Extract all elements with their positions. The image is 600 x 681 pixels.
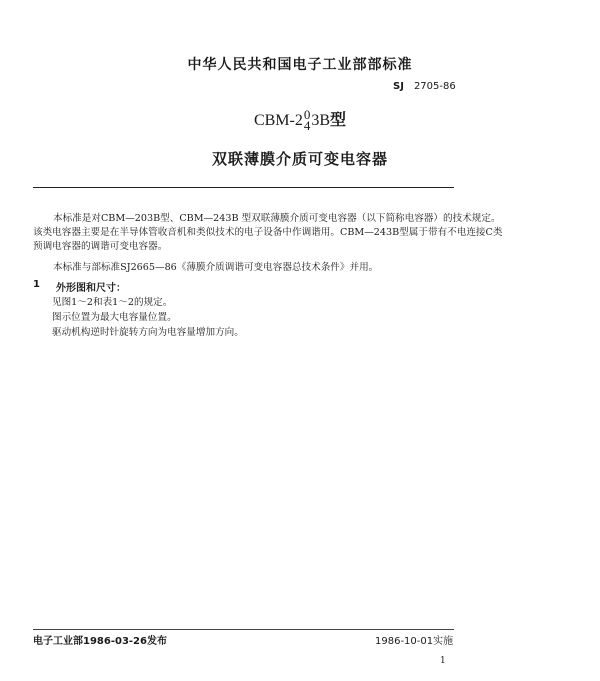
standard-code	[393, 81, 456, 92]
footer-divider	[33, 629, 454, 630]
section-number: 1	[33, 279, 40, 290]
model-variant-stack	[303, 107, 311, 134]
model-variant-lower: 4	[303, 118, 311, 134]
section-title: 外形图和尺寸：	[56, 283, 126, 294]
section-line-3: 驱动机构逆时针旋转方向为电容量增加方向。	[52, 327, 244, 338]
model-variant-upper: 0	[303, 107, 311, 123]
intro-paragraph-1: 本标准是对CBM—203B型、CBM—243B 型双联薄膜介质可变电容器（以下简称电容器）的技术规定。该类电容器主要是在半导体管收音机和类似技术的电子设备中作调谐用。CBM—243B型属于带有不电连接C类预调电容器的调谐可变电容器。	[33, 213, 503, 252]
standard-prefix: SJ	[393, 81, 404, 92]
intro-paragraph-2: 本标准与部标准SJ2665—86《薄膜介质调谐可变电容器总技术条件》并用。	[53, 262, 379, 273]
page-number: 1	[440, 656, 446, 666]
model-suffix: 3B	[311, 112, 331, 129]
issue-date: 电子工业部1986-03-26发布	[33, 636, 167, 647]
title-divider	[33, 187, 454, 188]
model-designation	[0, 107, 600, 134]
effective-date: 1986-10-01实施	[375, 636, 454, 647]
issuing-authority: 中华人民共和国电子工业部部标准	[187, 57, 413, 73]
standard-number: 2705-86	[413, 81, 456, 92]
section-line-2: 图示位置为最大电容量位置。	[52, 312, 177, 323]
document-title: 双联薄膜介质可变电容器	[211, 150, 388, 168]
section-line-1: 见图1～2和表1～2的规定。	[52, 297, 173, 308]
model-type-char: 型	[330, 110, 347, 129]
model-prefix: CBM-2	[253, 112, 303, 129]
